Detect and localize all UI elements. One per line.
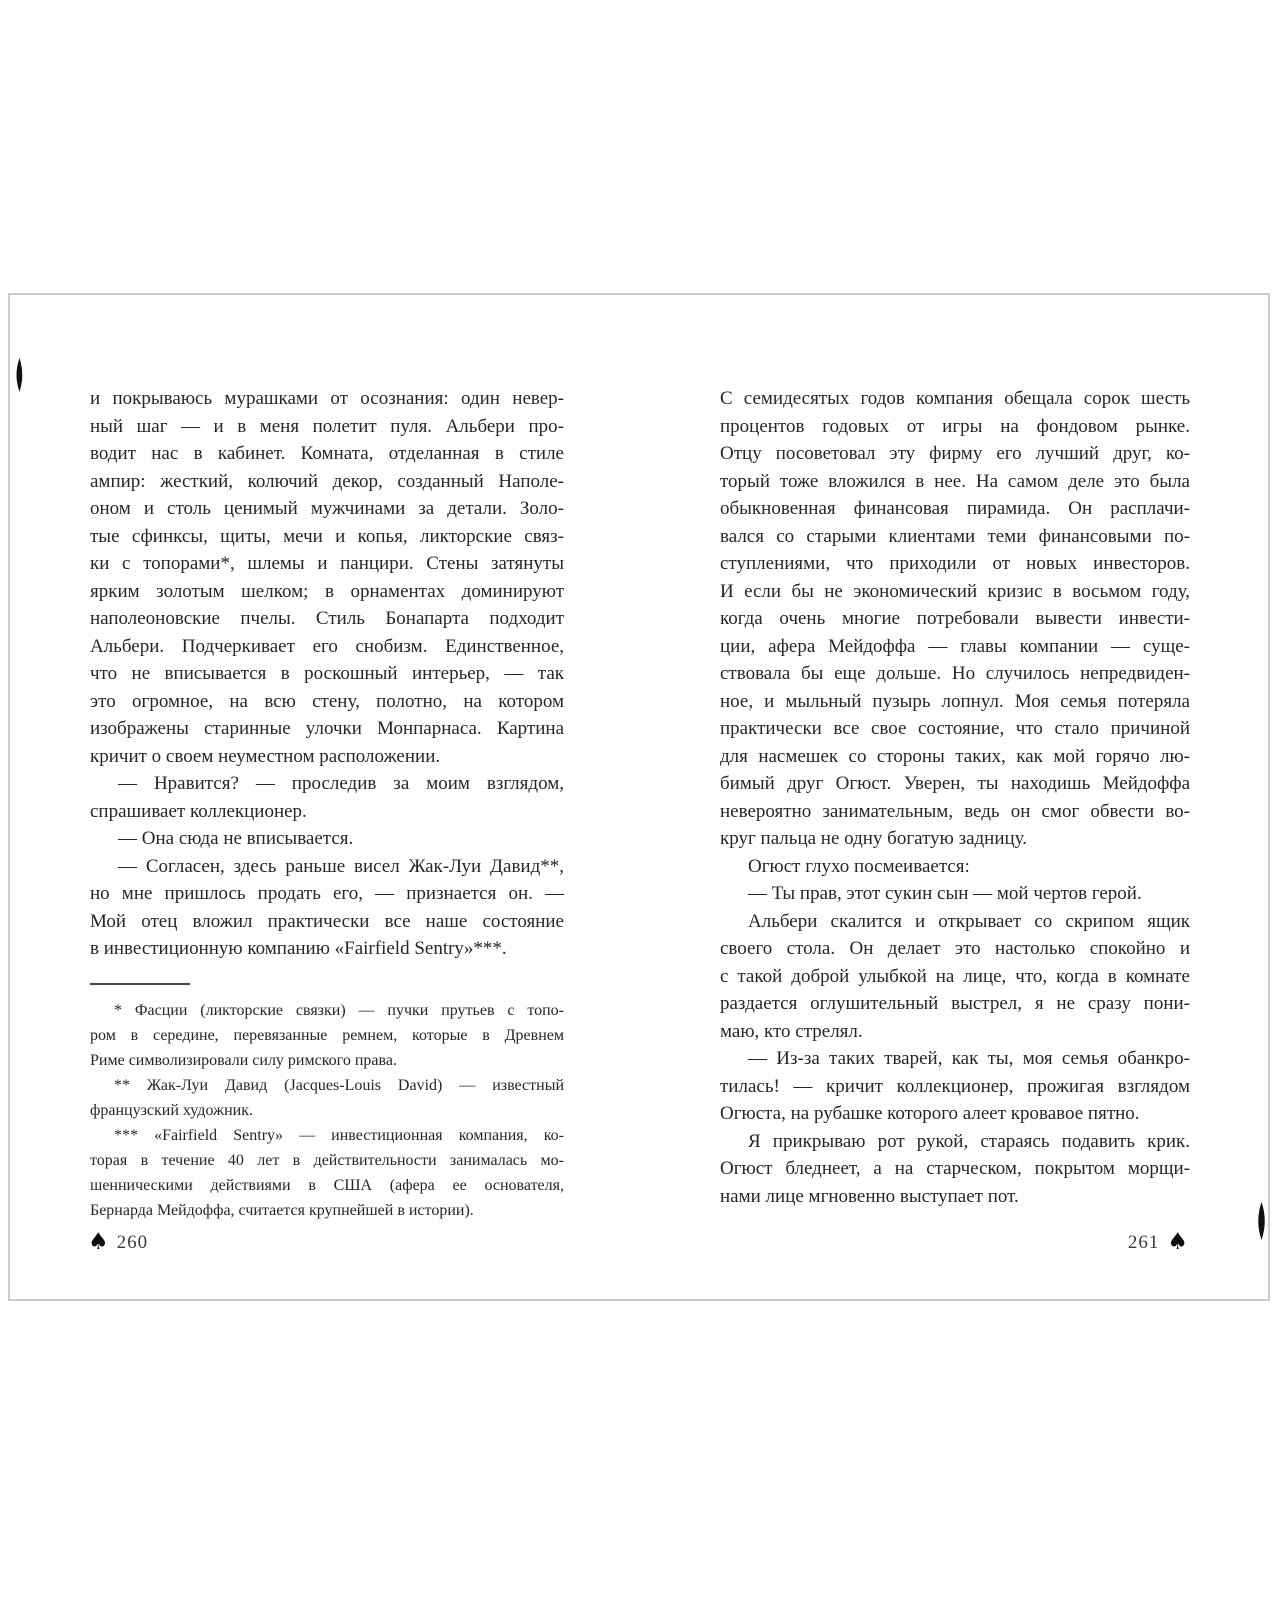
text-line: Огюста, на рубашке которого алеет кровавое пятно.	[720, 1103, 1140, 1124]
paragraph	[720, 385, 1190, 853]
paragraph	[720, 880, 1190, 908]
text-line: Мой отец вложил практически все наше состояние	[90, 910, 564, 932]
text-line: своего стола. Он делает это настолько спокойно и	[720, 938, 1190, 959]
text-line: шенническими действиями в США (афера ее основателя,	[90, 1177, 564, 1194]
text-line: *** «Fairfield Sentry» — инвестиционная компания, ко-	[114, 1127, 564, 1144]
text-line: торая в течение 40 лет в действительности занималась мо-	[90, 1152, 564, 1169]
text-line: но мне пришлось продать его, — признается он. —	[90, 883, 564, 904]
text-line: вался со старыми клиентами теми финансовыми по-	[720, 525, 1190, 547]
text-line: Бернарда Мейдоффа, считается крупнейшей в истории).	[90, 1202, 474, 1219]
text-line: Я прикрываю рот рукой, стараясь подавить крик.	[748, 1130, 1190, 1152]
text-line: ки с топорами*, шлемы и панцири. Стены затянуты	[90, 553, 564, 574]
text-line: Альбери. Подчеркивает его снобизм. Единственное,	[90, 635, 564, 657]
paragraph	[90, 998, 564, 1073]
text-line: Отцу посоветовал эту фирму его лучший друг, ко-	[720, 443, 1190, 464]
book-spread	[8, 293, 1270, 1301]
text-line: И если бы не экономический кризис в восьмом году,	[720, 580, 1190, 602]
paragraph	[720, 908, 1190, 1046]
text-line: тые сфинксы, щиты, мечи и копья, ликторские связ-	[90, 525, 564, 547]
paragraph	[90, 825, 564, 853]
text-line: ** Жак-Луи Давид (Jacques-Louis David) — известный	[114, 1077, 564, 1094]
text-line: это огромное, на всю стену, полотно, на котором	[90, 690, 564, 712]
paragraph	[720, 853, 1190, 881]
text-line: обыкновенная финансовая пирамида. Он расплачи-	[720, 498, 1190, 519]
text-line: спрашивает коллекционер.	[90, 800, 307, 822]
paragraph	[90, 1123, 564, 1223]
text-line: французский художник.	[90, 1102, 253, 1119]
text-line: круг пальца не одну богатую задницу.	[720, 828, 1028, 849]
text-line: С семидесятых годов компания обещала сорок шесть	[720, 388, 1190, 409]
text-line: Риме символизировали силу римского права.	[90, 1052, 397, 1069]
spade-icon: ♠	[1167, 1229, 1188, 1255]
text-line: Огюст глухо посмеивается:	[748, 855, 970, 877]
spade-icon: ♠	[88, 1229, 109, 1255]
paragraph	[90, 385, 564, 770]
text-line: что не вписывается в роскошный интерьер, — так	[90, 663, 564, 684]
text-line: практически все свое состояние, что стало причиной	[720, 718, 1190, 739]
right-page-number: 261	[1127, 1231, 1160, 1253]
text-line: ный шаг — и в меня полетит пуля. Альбери про-	[90, 415, 564, 437]
text-line: ярким золотым шелком; в орнаментах доминируют	[90, 580, 564, 602]
text-line: изображены старинные улочки Монпарнаса. Картина	[90, 718, 564, 739]
text-line: раздается оглушительный выстрел, я не сразу пони-	[720, 993, 1190, 1014]
left-page-body-text	[90, 385, 564, 963]
text-line: невероятно занимательным, ведь он смог обвести во-	[720, 800, 1190, 822]
text-line: оном и столь ценимый мужчинами за детали. Золо-	[90, 498, 564, 519]
text-line: для насмешек со стороны таких, как мой горячо лю-	[720, 745, 1190, 767]
left-page-footer	[88, 1231, 148, 1254]
text-line: водит нас в кабинет. Комната, отделанная в стиле	[90, 443, 564, 464]
text-line: — Согласен, здесь раньше висел Жак-Луи Давид**,	[118, 855, 564, 877]
page-edge-thumb-mark-icon	[15, 358, 24, 392]
text-line: и покрываюсь мурашками от осознания: один невер-	[90, 388, 564, 409]
text-line: торый тоже вложился в нее. На самом деле это была	[720, 470, 1190, 492]
right-page-footer	[1128, 1231, 1188, 1254]
left-page-footnotes	[90, 998, 564, 1223]
text-line: когда очень многие потребовали вывести инвести-	[720, 608, 1190, 629]
text-line: с такой доброй улыбкой на лице, что, когда в комнате	[720, 965, 1190, 987]
text-line: ром в середине, перевязанные ремнем, которые в Древнем	[90, 1027, 564, 1044]
text-line: ствовала бы еще дольше. Но случилось непредвиден-	[720, 663, 1190, 684]
text-line: ции, афера Мейдоффа — главы компании — суще-	[720, 635, 1190, 657]
text-line: — Ты прав, этот сукин сын — мой чертов герой.	[748, 883, 1142, 904]
text-line: ступлениями, что приходили от новых инвесторов.	[720, 553, 1190, 574]
text-line: нами лице мгновенно выступает пот.	[720, 1185, 1019, 1207]
text-line: Альбери скалится и открывает со скрипом ящик	[748, 910, 1190, 932]
text-line: — Нравится? — проследив за моим взглядом,	[118, 773, 564, 794]
text-line: наполеоновские пчелы. Стиль Бонапарта подходит	[90, 608, 564, 629]
text-line: — Она сюда не вписывается.	[118, 828, 354, 849]
paragraph	[90, 770, 564, 825]
paragraph	[720, 1045, 1190, 1128]
text-line: — Из-за таких тварей, как ты, моя семья обанкро-	[748, 1048, 1190, 1069]
paragraph	[90, 853, 564, 963]
footnote-separator	[90, 983, 190, 985]
page-edge-thumb-mark-icon	[1256, 1202, 1267, 1240]
text-line: * Фасции (ликторские связки) — пучки прутьев с топо-	[114, 1002, 564, 1019]
right-page-body-text	[720, 385, 1190, 1210]
left-page-number: 260	[116, 1231, 149, 1253]
text-line: ампир: жесткий, колючий декор, созданный Наполе-	[90, 470, 564, 492]
text-line: кричит о своем неуместном расположении.	[90, 745, 441, 767]
text-line: бимый друг Огюст. Уверен, ты находишь Мейдоффа	[720, 773, 1190, 794]
text-line: маю, кто стрелял.	[720, 1020, 863, 1042]
paragraph	[90, 1073, 564, 1123]
text-line: Огюст бледнеет, а на старческом, покрытом морщи-	[720, 1158, 1190, 1179]
text-line: процентов годовых от игры на фондовом рынке.	[720, 415, 1190, 437]
paragraph	[720, 1128, 1190, 1211]
text-line: в инвестиционную компанию «Fairfield Sentry»***.	[90, 938, 507, 959]
text-line: ное, и мыльный пузырь лопнул. Моя семья потеряла	[720, 690, 1190, 712]
text-line: тилась! — кричит коллекционер, прожигая взглядом	[720, 1075, 1190, 1097]
